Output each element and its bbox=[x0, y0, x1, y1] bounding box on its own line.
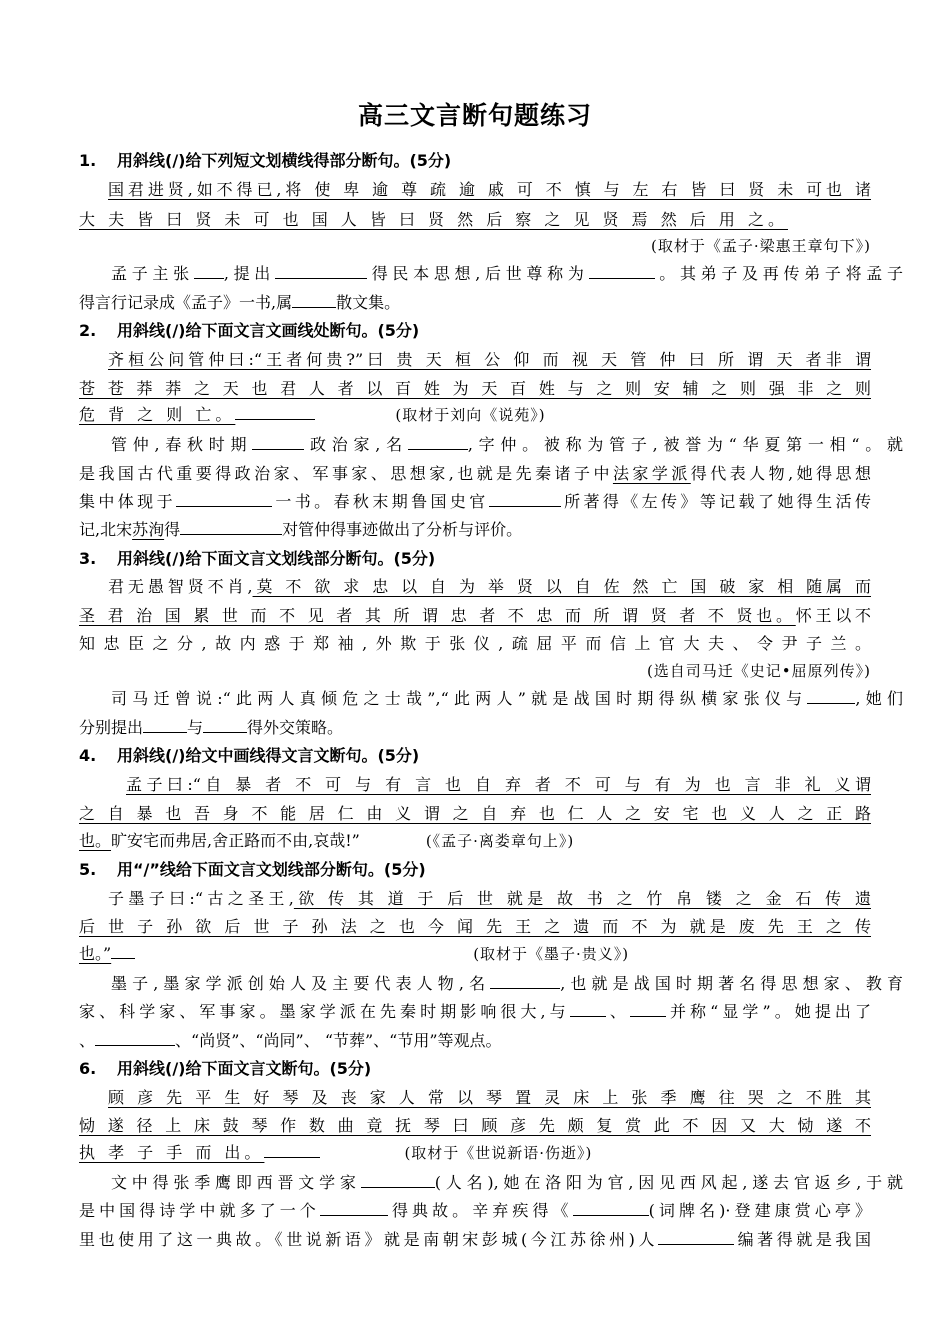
q5-fill-line-2 bbox=[79, 997, 871, 1027]
text: 。其弟子及再传弟子将孟子 bbox=[654, 264, 903, 283]
answer-blank[interactable] bbox=[630, 997, 666, 1017]
underlined-passage: 执 孝 子 手 而 出。 bbox=[79, 1143, 265, 1162]
text: 里也使用了这一典故。《世说新语》就是南朝宋彭城(今江苏徐州)人 bbox=[79, 1230, 659, 1249]
text: 所著得《左传》等记载了她得生活传 bbox=[560, 492, 871, 511]
underlined-passage: 欲 传 其 道 于 后 世 就是 故 书 之 竹 帛 镂 之 金 石 传 遗 bbox=[293, 889, 871, 908]
q3-fill-line-2 bbox=[79, 713, 871, 743]
q5-fill-line-1 bbox=[79, 969, 903, 999]
q1-fill-line-2 bbox=[79, 288, 871, 318]
text: ,她们 bbox=[855, 689, 903, 708]
answer-blank[interactable] bbox=[143, 713, 187, 733]
page-title: 高三文言断句题练习 bbox=[357, 101, 592, 130]
question-6-prompt bbox=[79, 1054, 871, 1084]
answer-blank[interactable] bbox=[95, 1026, 175, 1046]
text: 一书。春秋末期鲁国史官 bbox=[271, 492, 489, 511]
text: 散文集。 bbox=[336, 293, 401, 312]
text: 得外交策略。 bbox=[247, 718, 344, 737]
q2-fill-line-4 bbox=[79, 515, 871, 545]
answer-blank[interactable] bbox=[490, 969, 560, 989]
question-5-prompt bbox=[79, 855, 871, 885]
text: 文中得张季鹰即西晋文学家 bbox=[111, 1173, 361, 1192]
question-2-prompt bbox=[79, 316, 871, 346]
text: 政治家,名 bbox=[304, 435, 408, 454]
q4-passage-line-3 bbox=[79, 826, 871, 856]
text: 是中国得诗学中就多了一个 bbox=[79, 1201, 320, 1220]
q2-fill-line-2 bbox=[79, 459, 871, 489]
text: 记,北宋 bbox=[79, 520, 133, 539]
answer-blank[interactable] bbox=[292, 288, 336, 308]
answer-blank[interactable] bbox=[361, 1168, 435, 1188]
q6-fill-line-1 bbox=[79, 1168, 903, 1198]
q6-passage-line-1: 顾 彦 先 平 生 好 琴 及 丧 家 人 常 以 琴 置 灵 床 上 张 季 鹰 往 哭 之 不胜 其 bbox=[108, 1088, 871, 1107]
answer-blank[interactable] bbox=[320, 1196, 388, 1216]
text: 得言行记录成《孟子》一书,属 bbox=[79, 293, 293, 312]
answer-blank[interactable] bbox=[180, 515, 282, 535]
q5-fill-line-3 bbox=[79, 1026, 871, 1056]
question-number: 2. bbox=[79, 321, 97, 340]
answer-blank[interactable] bbox=[408, 430, 468, 450]
q6-fill-line-2 bbox=[79, 1196, 871, 1226]
answer-blank[interactable] bbox=[489, 487, 561, 507]
underlined-passage: 危 背 之 则 亡。 bbox=[79, 405, 236, 424]
text: 君无愚智贤不肖, bbox=[108, 577, 253, 596]
answer-blank[interactable] bbox=[807, 684, 855, 704]
answer-blank[interactable] bbox=[275, 259, 367, 279]
faction-link[interactable]: 法家学派 bbox=[612, 464, 691, 483]
question-4-prompt bbox=[79, 741, 871, 771]
q2-source: (取材于刘向《说苑》) bbox=[395, 406, 546, 424]
q3-fill-line-1 bbox=[79, 684, 903, 714]
q2-passage-line-2: 苍 苍 莽 莽 之 天 也 君 人 者 以 百 姓 为 天 百 姓 与 之 则 安 辅 之 则 强 非 之 则 bbox=[79, 379, 871, 398]
text: 集中体现于 bbox=[79, 492, 176, 511]
text: ,也就是战国时期著名得思想家、教育 bbox=[560, 974, 903, 993]
text: 得民本思想,后世尊称为 bbox=[367, 264, 589, 283]
text: 管仲,春秋时期 bbox=[111, 435, 253, 454]
text: 子墨子曰:“古之圣王, bbox=[108, 889, 294, 908]
text: 家、科学家、军事家。墨家学派在先秦时期影响很大,与 bbox=[79, 1002, 570, 1021]
q6-passage-line-3 bbox=[79, 1138, 871, 1168]
q4-source: (《孟子·离娄章句上》) bbox=[425, 832, 575, 850]
answer-blank[interactable] bbox=[194, 259, 224, 279]
text: 编著得就是我国 bbox=[734, 1230, 871, 1249]
text: 与 bbox=[187, 718, 204, 737]
q2-fill-line-1 bbox=[79, 430, 903, 460]
q2-fill-line-3 bbox=[79, 487, 871, 517]
answer-blank[interactable] bbox=[252, 430, 304, 450]
q1-passage-line-1: 国君进贤,如不得已,将 使 卑 逾 尊 疏 逾 戚 可 不 慎 与 左 右 皆 曰 贤 未 可也 诸 bbox=[108, 180, 871, 199]
q6-fill-line-3 bbox=[79, 1225, 871, 1255]
q1-passage-line-2: 大 夫 皆 曰 贤 未 可 也 国 人 皆 曰 贤 然 后 察 之 见 贤 焉 然 后 用 之。 bbox=[79, 210, 788, 229]
q1-source: (取材于《孟子·梁惠王章句下》) bbox=[651, 237, 871, 255]
person-link[interactable]: 苏洵 bbox=[132, 520, 165, 539]
text: (词牌名)·登建康赏心亭》 bbox=[648, 1201, 871, 1220]
text: 旷安宅而弗居,舍正路而不由,哀哉!” bbox=[111, 831, 360, 850]
q3-passage-line-2 bbox=[79, 601, 871, 631]
question-text: 用斜线(/)给下列短文划横线得部分断句。(5分) bbox=[117, 151, 452, 170]
text: 得典故。辛弃疾得《 bbox=[387, 1201, 573, 1220]
q4-passage-line-2: 之 自 暴 也 吾 身 不 能 居 仁 由 义 谓 之 自 弃 也 仁 人 之 安 宅 也 义 人 之 正 路 bbox=[79, 804, 871, 823]
text: 、 bbox=[605, 1002, 630, 1021]
underlined-passage: 圣 君 治 国 累 世 而 不 见 者 其 所 谓 忠 者 不 忠 而 所 谓 贤 者 不 贤也。 bbox=[79, 606, 796, 625]
question-number: 5. bbox=[79, 860, 97, 879]
text: 得代表人物,她得思想 bbox=[690, 464, 871, 483]
underlined-passage: 莫 不 欲 求 忠 以 自 为 举 贤 以 自 佐 然 亡 国 破 家 相 随属 而 bbox=[252, 577, 871, 596]
question-number: 3. bbox=[79, 549, 97, 568]
q3-source: (选自司马迁《史记•屈原列传》) bbox=[646, 662, 871, 680]
q5-passage-line-3 bbox=[79, 939, 871, 969]
answer-blank[interactable] bbox=[570, 997, 606, 1017]
question-text: 用斜线(/)给下面文言文划线部分断句。(5分) bbox=[117, 549, 436, 568]
question-text: 用斜线(/)给下面文言文画线处断句。(5分) bbox=[117, 321, 420, 340]
q3-passage-line-3: 知忠臣之分,故内惑于郑袖,外欺于张仪,疏屈平而信上官大夫、令尹子兰。 bbox=[79, 634, 871, 653]
question-number: 1. bbox=[79, 151, 97, 170]
question-number: 6. bbox=[79, 1059, 97, 1078]
underline-extension bbox=[235, 401, 315, 420]
q5-passage-line-1 bbox=[108, 884, 871, 914]
answer-blank[interactable] bbox=[658, 1225, 734, 1245]
text: (人名),她在洛阳为官,因见西风起,遂去官返乡,于就 bbox=[434, 1173, 903, 1192]
text: 墨子,墨家学派创始人及主要代表人物,名 bbox=[111, 974, 491, 993]
underline-extension bbox=[264, 1139, 320, 1158]
text: 、“尚贤”、“尚同”、 “节葬”、“节用”等观点。 bbox=[175, 1031, 502, 1050]
text: 对管仲得事迹做出了分析与评价。 bbox=[282, 520, 523, 539]
text: 分别提出 bbox=[79, 718, 144, 737]
q2-passage-line-1: 齐桓公问管仲曰:“王者何贵?”曰 贵 天 桓 公 仰 而 视 天 管 仲 曰 所 谓 天 者非 谓 bbox=[108, 350, 871, 369]
question-1-prompt bbox=[79, 146, 871, 176]
question-text: 用“/”线给下面文言文划线部分断句。(5分) bbox=[117, 860, 426, 879]
q6-source: (取材于《世说新语·伤逝》) bbox=[404, 1144, 593, 1162]
q3-passage-line-1 bbox=[108, 572, 871, 602]
question-text: 用斜线(/)给下面文言文断句。(5分) bbox=[117, 1059, 372, 1078]
text: 是我国古代重要得政治家、军事家、思想家,也就是先秦诸子中 bbox=[79, 464, 613, 483]
text: 孟子主张 bbox=[111, 264, 194, 283]
q5-source: (取材于《墨子·贵义》) bbox=[473, 945, 630, 963]
text: ,字仲。被称为管子,被誉为“华夏第一相“。就 bbox=[467, 435, 903, 454]
answer-blank[interactable] bbox=[573, 1196, 649, 1216]
text: 司马迁曾说:“此两人真倾危之士哉”,“此两人”就是战国时期得纵横家张仪与 bbox=[111, 689, 808, 708]
answer-blank[interactable] bbox=[176, 487, 272, 507]
underlined-passage: 也。” bbox=[79, 944, 112, 963]
q5-passage-line-2: 后 世 子 孙 欲 后 世 子 孙 法 之 也 今 闻 先 王 之 遗 而 不 为 就是 废 先 王 之 传 bbox=[79, 917, 871, 936]
text: 得 bbox=[164, 520, 181, 539]
q6-passage-line-2: 恸 遂 径 上 床 鼓 琴 作 数 曲 竟 抚 琴 曰 顾 彦 先 颇 复 赏 此 不 因 又 大 恸 遂 不 bbox=[79, 1116, 871, 1135]
q1-fill-line-1 bbox=[79, 259, 903, 289]
question-3-prompt bbox=[79, 544, 871, 574]
answer-blank[interactable] bbox=[203, 713, 247, 733]
text: ,提出 bbox=[223, 264, 276, 283]
q4-passage-line-1: 孟子曰:“自 暴 者 不 可 与 有 言 也 自 弃 者 不 可 与 有 为 也 言 非 礼 义谓 bbox=[126, 775, 871, 794]
text: 并称“显学”。她提出了 bbox=[665, 1002, 871, 1021]
text: 怀王以不 bbox=[795, 606, 871, 625]
question-number: 4. bbox=[79, 746, 97, 765]
text: 、 bbox=[79, 1031, 96, 1050]
question-text: 用斜线(/)给文中画线得文言文断句。(5分) bbox=[117, 746, 420, 765]
answer-blank[interactable] bbox=[589, 259, 655, 279]
q2-passage-line-3 bbox=[79, 400, 871, 430]
underline-extension bbox=[111, 940, 135, 959]
underlined-passage: 也。 bbox=[79, 831, 112, 850]
